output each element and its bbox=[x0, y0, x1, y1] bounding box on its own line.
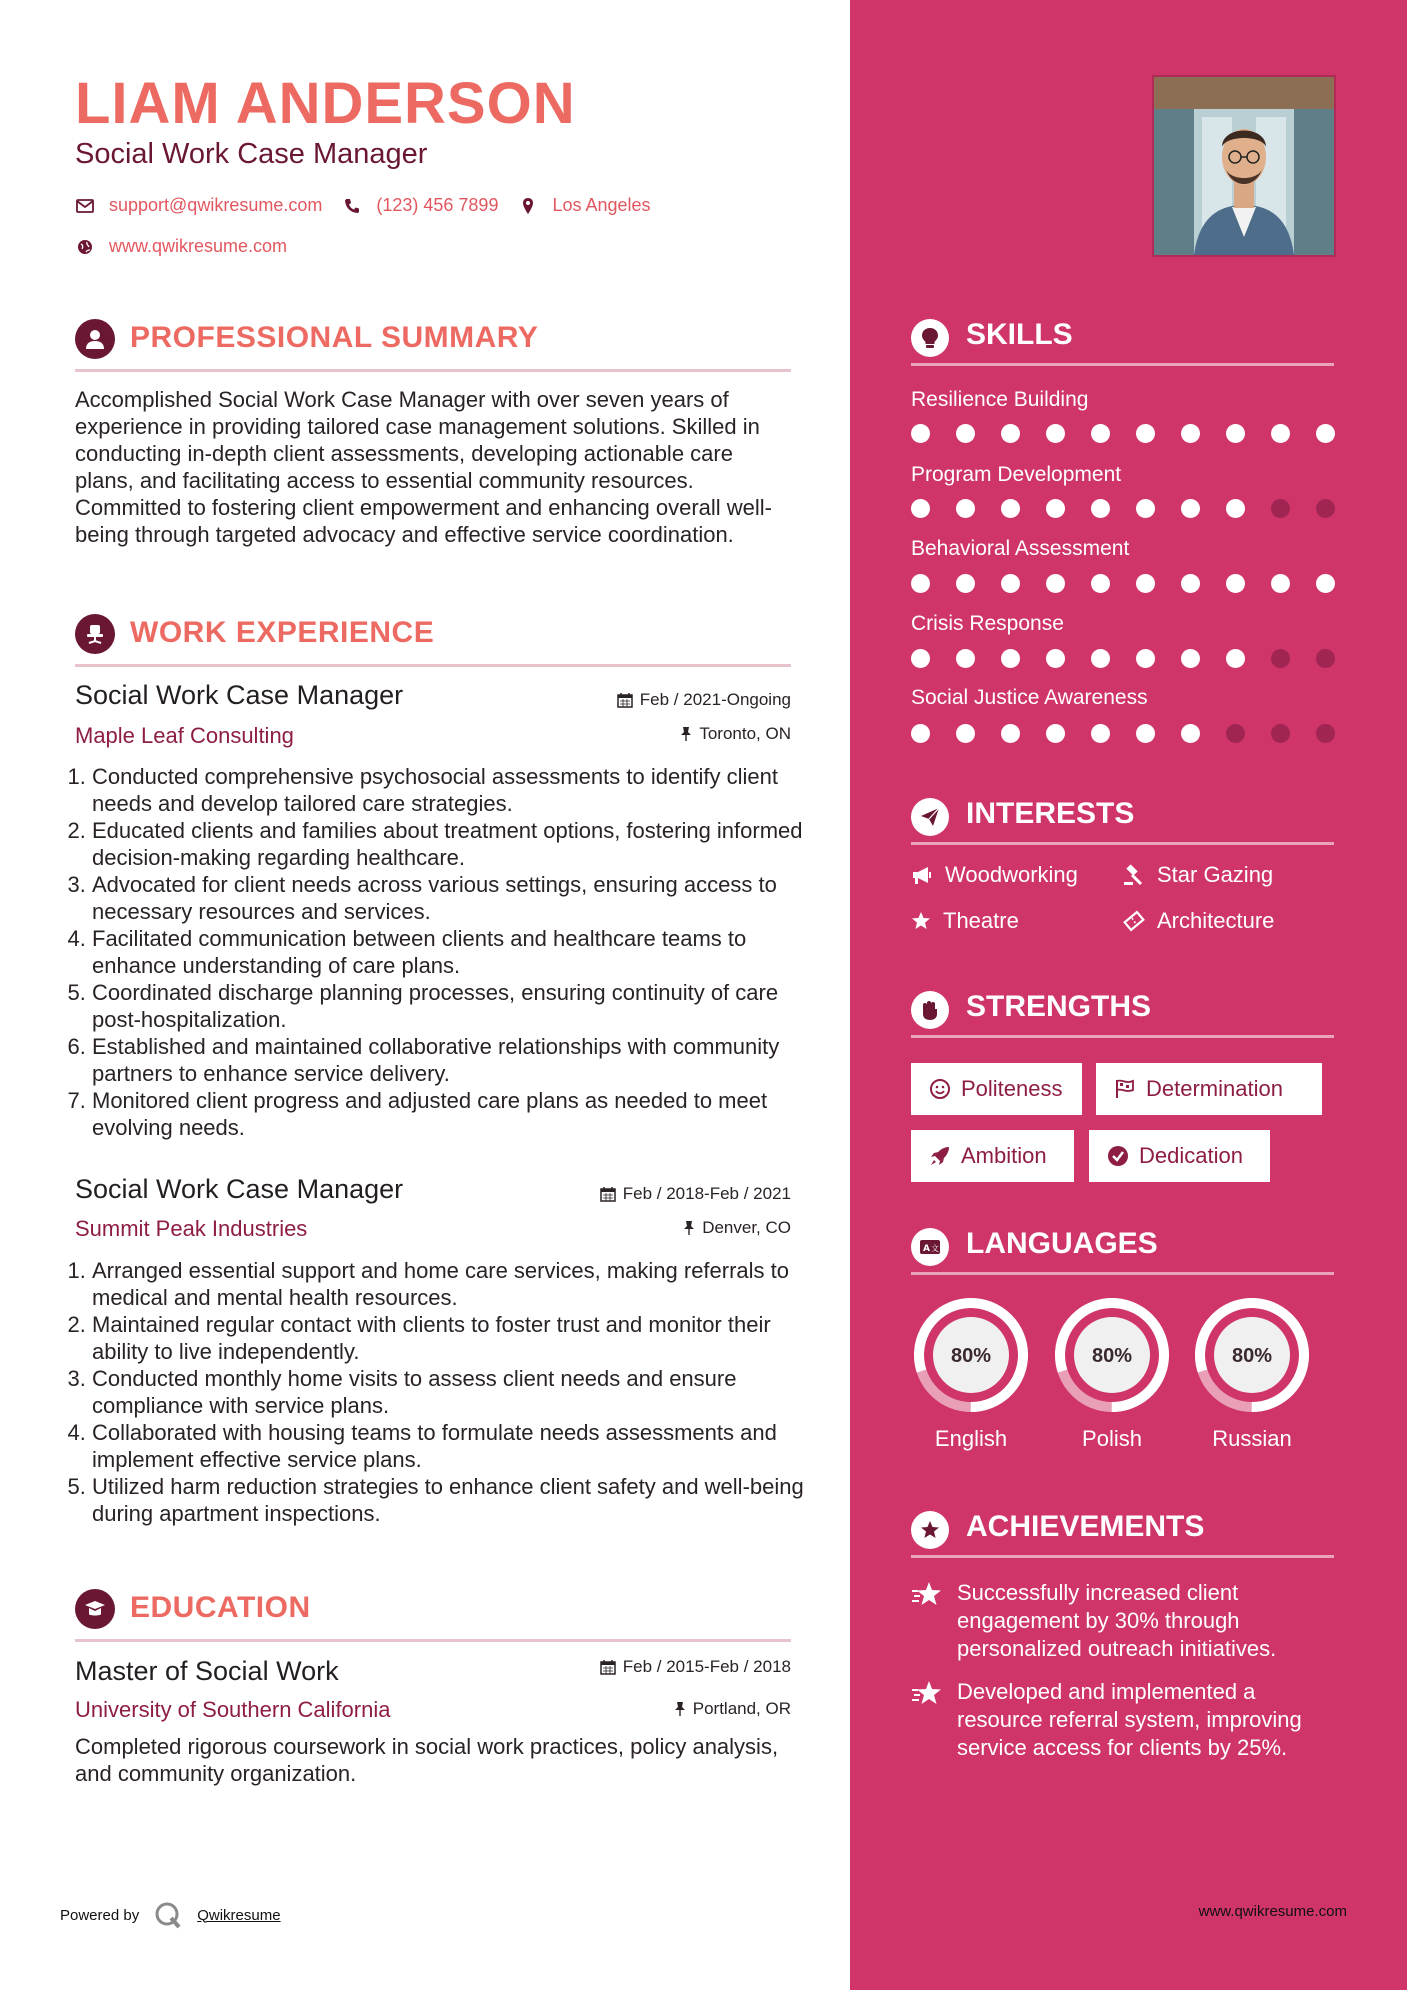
strength-chip bbox=[911, 1063, 1082, 1115]
rating-dot-filled bbox=[1181, 649, 1200, 668]
trophy-star-icon bbox=[911, 1511, 949, 1549]
rating-dot-filled bbox=[956, 499, 975, 518]
rating-dot-empty bbox=[1271, 724, 1290, 743]
language-ring bbox=[911, 1295, 1031, 1415]
star-icon bbox=[911, 911, 931, 931]
education-heading bbox=[75, 1583, 791, 1642]
achievement-text: Developed and implemented a resource referral system, improving service access for clients by 25%. bbox=[957, 1679, 1302, 1760]
duty-item: 6. Established and maintained collaborative relationships with community partners to enhance service delivery. bbox=[92, 1033, 822, 1087]
user-icon bbox=[75, 319, 115, 359]
rating-dot-filled bbox=[911, 424, 930, 443]
office-chair-icon bbox=[75, 614, 115, 654]
rating-dot-filled bbox=[1181, 424, 1200, 443]
interest-item bbox=[911, 908, 1019, 934]
website-item[interactable] bbox=[75, 236, 287, 257]
qwikresume-logo bbox=[153, 1900, 183, 1930]
language-name: English bbox=[934, 1426, 1008, 1451]
strength-chip bbox=[1089, 1130, 1270, 1182]
duty-item: 2. Educated clients and families about treatment options, fostering informed decision-making regarding healthcare. bbox=[92, 817, 822, 871]
rating-dot-filled bbox=[1136, 424, 1155, 443]
rating-dot-filled bbox=[1091, 724, 1110, 743]
rating-dot-filled bbox=[1136, 724, 1155, 743]
job-1-location-text: Toronto, ON bbox=[699, 724, 791, 743]
rating-dot-filled bbox=[1181, 574, 1200, 593]
rating-dot-filled bbox=[1046, 424, 1065, 443]
rating-dot-filled bbox=[1226, 424, 1245, 443]
degree-title: Master of Social Work bbox=[75, 1656, 339, 1686]
strength-label: Politeness bbox=[961, 1076, 1063, 1101]
footer-site[interactable]: www.qwikresume.com bbox=[1198, 1903, 1347, 1920]
location-item bbox=[518, 195, 650, 216]
job-2-dates-text: Feb / 2018-Feb / 2021 bbox=[622, 1184, 791, 1203]
job-1-company: Maple Leaf Consulting bbox=[75, 723, 294, 748]
interest-item bbox=[1123, 908, 1274, 934]
job-2-location bbox=[683, 1218, 791, 1238]
ticket-icon bbox=[1123, 910, 1145, 932]
rating-dot-filled bbox=[1001, 724, 1020, 743]
rating-dot-empty bbox=[1316, 499, 1335, 518]
duty-item: 3. Conducted monthly home visits to assess client needs and ensure compliance with service plans. bbox=[92, 1365, 822, 1419]
pushpin-icon bbox=[683, 1220, 695, 1236]
language-item bbox=[1192, 1295, 1312, 1452]
job-2-location-text: Denver, CO bbox=[702, 1218, 791, 1237]
rating-dot-filled bbox=[1136, 499, 1155, 518]
rating-dot-filled bbox=[1316, 424, 1335, 443]
language-percent: 80% bbox=[1091, 1345, 1133, 1367]
skill-label: Crisis Response bbox=[911, 612, 1064, 635]
summary-heading bbox=[75, 313, 791, 372]
contact-row bbox=[75, 195, 671, 216]
summary-title: PROFESSIONAL SUMMARY bbox=[130, 321, 539, 354]
profile-photo bbox=[1152, 75, 1336, 257]
rating-dot-empty bbox=[1226, 724, 1245, 743]
achievements-title: ACHIEVEMENTS bbox=[966, 1510, 1205, 1543]
language-ring bbox=[1192, 1295, 1312, 1415]
rating-dot-filled bbox=[1001, 649, 1020, 668]
smile-icon bbox=[929, 1078, 951, 1100]
rating-dot-filled bbox=[1136, 649, 1155, 668]
lightbulb-icon bbox=[911, 319, 949, 357]
calendar-icon bbox=[600, 1186, 616, 1202]
gavel-icon bbox=[1123, 864, 1145, 886]
footer-powered bbox=[60, 1900, 281, 1930]
skills-title: SKILLS bbox=[966, 318, 1073, 351]
rocket-icon bbox=[929, 1145, 951, 1167]
rating-dot-empty bbox=[1271, 649, 1290, 668]
strength-label: Dedication bbox=[1139, 1143, 1243, 1168]
rating-dot-filled bbox=[1046, 499, 1065, 518]
rating-dot-filled bbox=[1046, 649, 1065, 668]
rating-dot-filled bbox=[1001, 424, 1020, 443]
duty-item: 1. Arranged essential support and home care services, making referrals to medical and mental health resources. bbox=[92, 1257, 822, 1311]
rating-dot-filled bbox=[956, 724, 975, 743]
education-title: EDUCATION bbox=[130, 1591, 311, 1624]
achievement-item bbox=[911, 1678, 1331, 1762]
rating-dot-filled bbox=[911, 574, 930, 593]
candidate-title: Social Work Case Manager bbox=[75, 138, 428, 170]
job-1-duties bbox=[70, 763, 822, 1141]
duty-item: 4. Facilitated communication between clients and healthcare teams to enhance understanding of care plans. bbox=[92, 925, 822, 979]
job-1-title: Social Work Case Manager bbox=[75, 680, 404, 710]
rating-dot-filled bbox=[1316, 574, 1335, 593]
job-1-location bbox=[680, 724, 791, 744]
language-item bbox=[1052, 1295, 1172, 1452]
rating-dot-filled bbox=[1181, 499, 1200, 518]
experience-heading bbox=[75, 608, 791, 667]
rating-dot-filled bbox=[956, 649, 975, 668]
calendar-icon bbox=[617, 692, 633, 708]
star-burst-icon bbox=[911, 1579, 947, 1663]
interests-heading bbox=[911, 792, 1334, 845]
skill-label: Social Justice Awareness bbox=[911, 686, 1148, 709]
school-name: University of Southern California bbox=[75, 1697, 391, 1722]
website-text: www.qwikresume.com bbox=[109, 236, 288, 256]
job-2-duties bbox=[70, 1257, 822, 1527]
skill-rating bbox=[911, 724, 1335, 743]
languages-title: LANGUAGES bbox=[966, 1227, 1158, 1260]
skill-rating bbox=[911, 574, 1335, 593]
rating-dot-filled bbox=[1226, 499, 1245, 518]
skill-rating bbox=[911, 649, 1335, 668]
check-circle-icon bbox=[1107, 1145, 1129, 1167]
rating-dot-filled bbox=[1001, 499, 1020, 518]
language-ring bbox=[1052, 1295, 1172, 1415]
interests-title: INTERESTS bbox=[966, 797, 1135, 830]
rating-dot-empty bbox=[1271, 499, 1290, 518]
strength-label: Ambition bbox=[961, 1143, 1047, 1168]
rating-dot-filled bbox=[911, 724, 930, 743]
fist-icon bbox=[911, 991, 949, 1029]
phone-text: (123) 456 7899 bbox=[376, 195, 499, 215]
globe-icon bbox=[75, 237, 95, 257]
duty-item: 5. Coordinated discharge planning processes, ensuring continuity of care post-hospitalization. bbox=[92, 979, 822, 1033]
pushpin-icon bbox=[674, 1701, 686, 1717]
duty-item: 7. Monitored client progress and adjusted care plans as needed to meet evolving needs. bbox=[92, 1087, 822, 1141]
rating-dot-empty bbox=[1316, 649, 1335, 668]
paper-plane-icon bbox=[911, 798, 949, 836]
brand-link[interactable]: Qwikresume bbox=[197, 1906, 281, 1924]
education-dates-text: Feb / 2015-Feb / 2018 bbox=[622, 1657, 791, 1676]
rating-dot-filled bbox=[1136, 574, 1155, 593]
map-pin-icon bbox=[518, 196, 538, 216]
achievement-item bbox=[911, 1579, 1331, 1663]
rating-dot-filled bbox=[1001, 574, 1020, 593]
education-dates bbox=[600, 1657, 791, 1677]
rating-dot-filled bbox=[956, 424, 975, 443]
duty-item: 3. Advocated for client needs across various settings, ensuring access to necessary resources and services. bbox=[92, 871, 822, 925]
rating-dot-filled bbox=[956, 574, 975, 593]
language-percent: 80% bbox=[1231, 1345, 1273, 1367]
job-2-title: Social Work Case Manager bbox=[75, 1174, 404, 1204]
duty-item: 5. Utilized harm reduction strategies to enhance client safety and well-being during apartment inspections. bbox=[92, 1473, 822, 1527]
pushpin-icon bbox=[680, 726, 692, 742]
website-row bbox=[75, 236, 307, 257]
duty-item: 2. Maintained regular contact with clients to foster trust and monitor their ability to live independently. bbox=[92, 1311, 822, 1365]
job-2-dates bbox=[600, 1184, 791, 1204]
job-1-dates-text: Feb / 2021-Ongoing bbox=[639, 690, 791, 709]
rating-dot-filled bbox=[1091, 424, 1110, 443]
calendar-icon bbox=[600, 1659, 616, 1675]
flag-icon bbox=[1114, 1079, 1136, 1099]
duty-item: 1. Conducted comprehensive psychosocial assessments to identify client needs and develop tailored care strategies. bbox=[92, 763, 822, 817]
graduation-icon bbox=[75, 1589, 115, 1629]
language-name: Russian bbox=[1212, 1426, 1292, 1451]
skill-label: Resilience Building bbox=[911, 388, 1089, 411]
achievement-text: Successfully increased client engagement by 30% through personalized outreach initiatives. bbox=[957, 1580, 1277, 1661]
interest-label: Architecture bbox=[1157, 908, 1275, 933]
skill-label: Behavioral Assessment bbox=[911, 537, 1130, 560]
strength-chip bbox=[1096, 1063, 1322, 1115]
strengths-heading bbox=[911, 985, 1334, 1038]
languages-heading bbox=[911, 1222, 1334, 1275]
skill-rating bbox=[911, 499, 1335, 518]
job-1-dates bbox=[617, 690, 791, 710]
rating-dot-filled bbox=[1271, 574, 1290, 593]
rating-dot-filled bbox=[1181, 724, 1200, 743]
candidate-name: LIAM ANDERSON bbox=[75, 71, 576, 136]
interest-label: Star Gazing bbox=[1157, 862, 1274, 887]
star-burst-icon bbox=[911, 1678, 947, 1762]
rating-dot-filled bbox=[1091, 649, 1110, 668]
rating-dot-filled bbox=[1091, 574, 1110, 593]
phone-item[interactable] bbox=[342, 195, 498, 216]
experience-title: WORK EXPERIENCE bbox=[130, 616, 435, 649]
strength-chip bbox=[911, 1130, 1074, 1182]
skills-heading bbox=[911, 313, 1334, 366]
rating-dot-filled bbox=[911, 499, 930, 518]
language-percent: 80% bbox=[950, 1345, 992, 1367]
interest-item bbox=[1123, 862, 1273, 888]
location-text: Los Angeles bbox=[552, 195, 651, 215]
rating-dot-empty bbox=[1316, 724, 1335, 743]
rating-dot-filled bbox=[1226, 574, 1245, 593]
interest-label: Woodworking bbox=[945, 862, 1078, 887]
summary-text: Accomplished Social Work Case Manager with over seven years of experience in providing tailored case management solutions. Skilled in conducting in-depth client assessments, developing actionable care plans, and facilitating access to essential community resources. Committed to fostering client empowerment and enhancing overall well-being through targeted advocacy and effective service coordination. bbox=[75, 387, 773, 547]
language-icon bbox=[911, 1228, 949, 1266]
rating-dot-filled bbox=[1226, 649, 1245, 668]
rating-dot-filled bbox=[1091, 499, 1110, 518]
interest-label: Theatre bbox=[943, 908, 1019, 933]
email-item[interactable] bbox=[75, 195, 322, 216]
rating-dot-filled bbox=[1046, 724, 1065, 743]
phone-icon bbox=[342, 196, 362, 216]
skill-label: Program Development bbox=[911, 463, 1122, 486]
language-name: Polish bbox=[1082, 1426, 1142, 1451]
rating-dot-filled bbox=[911, 649, 930, 668]
svg-text:文: 文 bbox=[931, 1244, 939, 1253]
achievements-heading bbox=[911, 1505, 1334, 1558]
duty-item: 4. Collaborated with housing teams to formulate needs assessments and implement effective service plans. bbox=[92, 1419, 822, 1473]
strengths-title: STRENGTHS bbox=[966, 990, 1152, 1023]
powered-by-text: Powered by bbox=[60, 1906, 140, 1924]
skill-rating bbox=[911, 424, 1335, 443]
megaphone-icon bbox=[911, 865, 933, 885]
email-text: support@qwikresume.com bbox=[109, 195, 323, 215]
job-2-company: Summit Peak Industries bbox=[75, 1216, 308, 1241]
interest-item bbox=[911, 862, 1078, 888]
rating-dot-filled bbox=[1046, 574, 1065, 593]
education-description: Completed rigorous coursework in social work practices, policy analysis, and community organization. bbox=[75, 1734, 779, 1786]
language-item bbox=[911, 1295, 1031, 1452]
envelope-icon bbox=[75, 196, 95, 216]
strength-label: Determination bbox=[1146, 1076, 1283, 1101]
education-location-text: Portland, OR bbox=[692, 1699, 791, 1718]
rating-dot-filled bbox=[1271, 424, 1290, 443]
education-location bbox=[674, 1699, 791, 1719]
svg-text:A: A bbox=[923, 1244, 930, 1254]
